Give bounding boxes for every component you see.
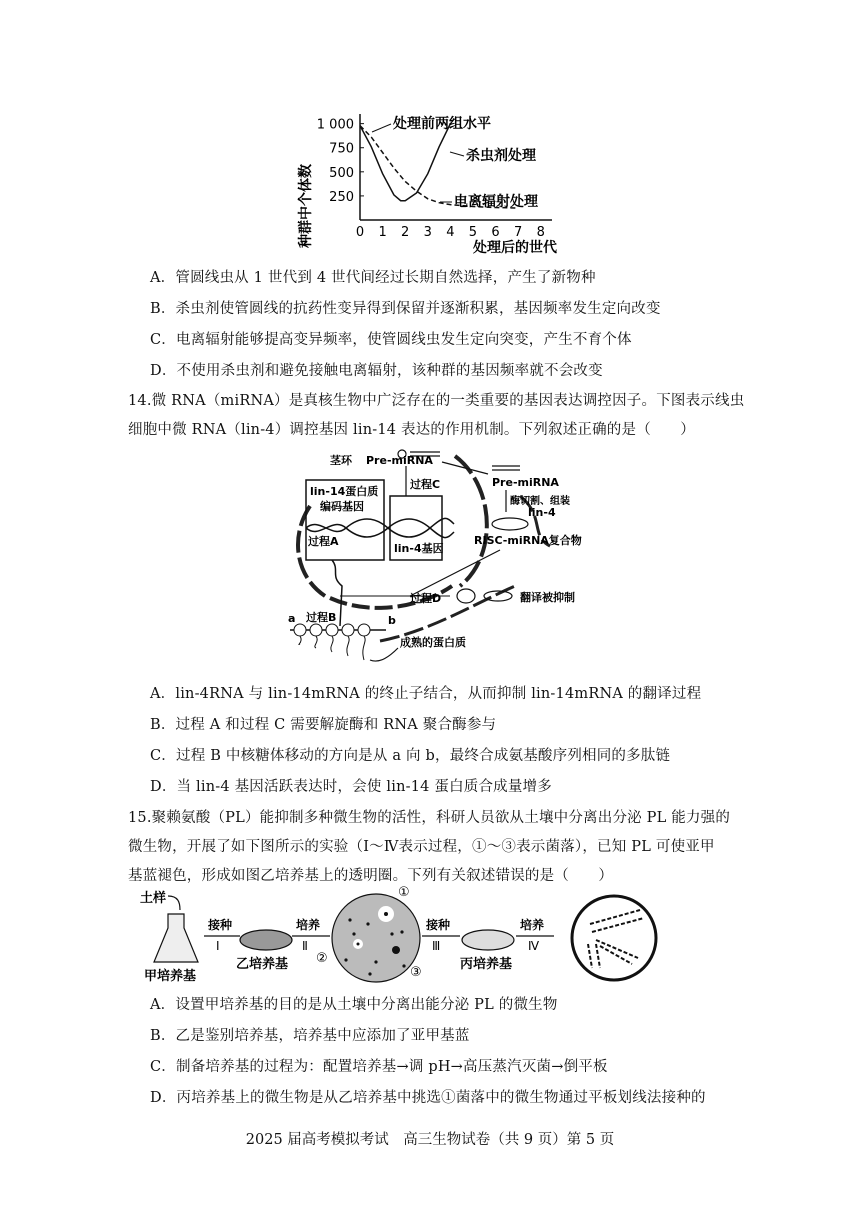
label-culture-2: 培养 [520, 918, 545, 932]
q15-option-a: A．设置甲培养基的目的是从土壤中分离出能分泌 PL 的微生物 [150, 997, 558, 1013]
bing-plate-icon [462, 930, 514, 950]
q15-option-c: C．制备培养基的过程为：配置培养基→调 pH→高压蒸汽灭菌→倒平板 [150, 1059, 608, 1075]
blocked-ribosome-icon [457, 589, 475, 603]
x-tick-label: 6 [491, 225, 500, 240]
colony-dot [374, 960, 377, 963]
polypeptide [331, 636, 333, 652]
ribosome [342, 624, 354, 636]
chart-annotation-before: 处理前两组水平 [393, 116, 491, 132]
label-lin4: lin-4 [528, 506, 556, 519]
label-yi-medium: 乙培养基 [236, 957, 289, 972]
q13-option-a: A．管圆线虫从 1 世代到 4 世代间经过长期自然选择，产生了新物种 [150, 270, 596, 286]
flask-icon [154, 914, 198, 962]
label-pre-mirna-1: Pre-miRNA [366, 454, 433, 467]
legend-insecticide: 杀虫剂处理 [466, 148, 536, 164]
chart-xlabel: 处理后的世代 [473, 240, 557, 256]
y-tick-label: 750 [329, 141, 354, 157]
polypeptide [315, 636, 317, 648]
leader-insecticide [450, 152, 464, 156]
colony-dot [402, 964, 405, 967]
ribosome [294, 624, 306, 636]
ribosome [358, 624, 370, 636]
q14-option-a: A．lin-4RNA 与 lin-14mRNA 的终止子结合，从而抑制 lin-14mRNA 的翻译过程 [150, 686, 702, 702]
label-colony-2: ② [316, 951, 328, 966]
arrow-process-d [410, 550, 500, 596]
culture-diagram [140, 884, 680, 994]
chart-ylabel: 种群中个体数 [298, 164, 314, 248]
label-bing-medium: 丙培养基 [460, 957, 513, 972]
x-tick-label: 4 [446, 225, 455, 240]
arrow-mature [370, 648, 398, 661]
q15-stem-3: 基蓝褪色，形成如图乙培养基上的透明圈。下列有关叙述错误的是（ ） [128, 868, 614, 884]
q14-stem-2: 细胞中微 RNA（lin-4）调控基因 lin-14 表达的作用机制。下列叙述正确的是（ ） [128, 422, 696, 438]
ribosome [326, 624, 338, 636]
label-inoculate-2: 接种 [426, 918, 451, 932]
nuclear-envelope-left [298, 506, 325, 596]
label-culture-1: 培养 [296, 918, 321, 932]
colony-dot [366, 922, 369, 925]
label-colony-1: ① [398, 885, 410, 900]
q13-option-b: B．杀虫剂使管圆线的抗药性变异得到保留并逐渐积累，基因频率发生定向改变 [150, 301, 661, 317]
streak-plate [572, 896, 656, 980]
q13-option-c: C．电离辐射能够提高变异频率，使管圆线虫发生定向突变，产生不育个体 [150, 332, 632, 348]
label-lin4-gene: lin-4基因 [394, 542, 444, 555]
label-pre-mirna-2: Pre-miRNA [492, 476, 559, 489]
x-tick-label: 1 [378, 225, 387, 240]
label-process-ii: Ⅱ [302, 939, 308, 953]
label-process-a: 过程A [308, 535, 339, 548]
x-tick-label: 7 [513, 225, 523, 240]
q15-stem-2: 微生物，开展了如下图所示的实验（Ⅰ～Ⅳ表示过程，①～③表示菌落），已知 PL 可使亚甲 [128, 839, 715, 855]
arrow-soil [168, 896, 180, 910]
x-tick-label: 8 [536, 225, 545, 240]
x-tick-label: 2 [401, 225, 410, 240]
x-tick-label: 0 [355, 225, 365, 240]
yi-plate-large [332, 894, 420, 982]
label-risc: RISC-miRNA复合物 [474, 534, 582, 547]
label-inoculate-1: 接种 [208, 918, 233, 932]
y-tick-label: 500 [329, 165, 354, 181]
q14-option-b: B．过程 A 和过程 C 需要解旋酶和 RNA 聚合酶参与 [150, 717, 497, 733]
colony-dot [344, 958, 347, 961]
risc-complex-icon [492, 518, 528, 530]
label-colony-3: ③ [410, 965, 422, 980]
x-tick-label: 3 [423, 225, 432, 240]
polypeptide [363, 636, 365, 660]
label-process-i: Ⅰ [216, 939, 220, 953]
colony-1 [384, 912, 388, 916]
label-process-d: 过程D [410, 592, 442, 605]
ribosome [310, 624, 322, 636]
colony-dot [368, 972, 371, 975]
label-translation-blocked: 翻译被抑制 [520, 591, 575, 604]
leader-before [372, 124, 391, 132]
label-enzyme-cut: 酶切割、组装 [510, 496, 570, 507]
nuclear-envelope-right [455, 456, 487, 586]
label-stem-loop: 茎环 [330, 454, 352, 467]
q15-stem-1: 15.聚赖氨酸（PL）能抑制多种微生物的活性，科研人员欲从土壤中分离出分泌 PL 能力强的 [128, 810, 731, 826]
label-jia-medium: 甲培养基 [144, 969, 197, 984]
mirna-diagram [270, 446, 640, 672]
label-process-b: 过程B [306, 611, 337, 624]
y-tick-label: 250 [329, 189, 354, 205]
colony-dot [400, 930, 403, 933]
label-process-iii: Ⅲ [432, 939, 441, 953]
x-tick-label: 5 [468, 225, 478, 240]
label-mature-protein: 成熟的蛋白质 [400, 636, 466, 649]
polypeptide [299, 636, 301, 645]
colony-dot [390, 932, 393, 935]
colony-dot [352, 932, 355, 935]
legend-radiation: 电离辐射处理 [454, 194, 538, 210]
label-lin14-gene-a: lin-14蛋白质 [310, 485, 379, 498]
page-footer: 2025 届高考模拟考试 高三生物试卷（共 9 页）第 5 页 [245, 1132, 615, 1148]
q14-stem-1: 14.微 RNA（miRNA）是真核生物中广泛存在的一类重要的基因表达调控因子。下图表示线虫 [128, 393, 745, 409]
stem-loop-icon-2 [492, 466, 520, 470]
label-soil: 土样 [140, 891, 167, 906]
label-b: b [388, 614, 396, 627]
polypeptide [347, 636, 349, 656]
y-tick-label: 1 000 [316, 117, 354, 133]
q14-option-c: C．过程 B 中核糖体移动的方向是从 a 向 b，最终合成氨基酸序列相同的多肽链 [150, 748, 671, 764]
population-chart [290, 108, 570, 258]
colony-3 [392, 946, 400, 954]
label-process-c: 过程C [410, 478, 441, 491]
label-a: a [288, 612, 296, 625]
colony-dot [348, 918, 351, 921]
colony-2 [357, 943, 360, 946]
q14-option-d: D．当 lin-4 基因活跃表达时，会使 lin-14 蛋白质合成量增多 [150, 779, 552, 795]
q13-option-d: D．不使用杀虫剂和避免接触电离辐射，该种群的基因频率就不会改变 [150, 363, 603, 379]
label-lin14-gene-b: 编码基因 [320, 500, 364, 513]
q15-option-d: D．丙培养基上的微生物是从乙培养基中挑选①菌落中的微生物通过平板划线法接种的 [150, 1090, 706, 1106]
label-process-iv: Ⅳ [528, 939, 540, 953]
q15-option-b: B．乙是鉴别培养基，培养基中应添加了亚甲基蓝 [150, 1028, 470, 1044]
series-line-0 [360, 124, 450, 201]
yi-plate-icon [240, 930, 292, 950]
